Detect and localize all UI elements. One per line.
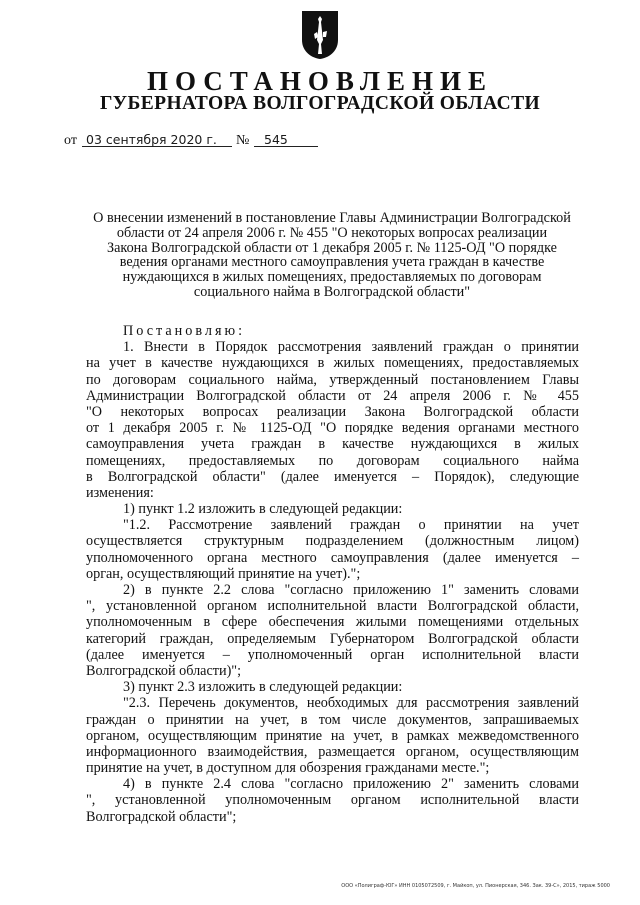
subject-line: О внесении изменений в постановление Главы Администрации Волгоградской: [93, 210, 571, 226]
body-line: помещениях, предоставляемых по договорам социального найма: [86, 452, 579, 469]
body-line: 1. Внести в Порядок рассмотрения заявлений граждан о принятии: [123, 339, 579, 356]
body-line: изменения:: [86, 484, 154, 501]
coat-of-arms-icon: [301, 10, 339, 60]
date-number-row: [0, 130, 640, 150]
body-line: орган, осуществляющий принятие на учет).";: [86, 565, 361, 582]
body-line: 3) пункт 2.3 изложить в следующей редакции:: [123, 679, 403, 696]
body-line: от 1 декабря 2005 г. № 1125-ОД "О порядке ведения органами местного: [86, 420, 579, 437]
subject-line: социального найма в Волгоградской области": [193, 283, 471, 300]
issuing-authority: ГУБЕРНАТОРА ВОЛГОГРАДСКОЙ ОБЛАСТИ: [99, 93, 541, 114]
body-line: органом, осуществляющим принятие на учет, в рамках межведомственного: [86, 727, 579, 744]
body-line: 1) пункт 1.2 изложить в следующей редакции:: [123, 501, 403, 518]
body-line: Администрации Волгоградской области от 24 апреля 2006 г. № 455: [86, 387, 579, 404]
body-line: 4) в пункте 2.4 слова "согласно приложению 2" заменить словами: [123, 776, 579, 793]
body-line: "1.2. Рассмотрение заявлений граждан о принятии на учет: [123, 517, 579, 534]
body-line: (далее именуется – уполномоченный орган исполнительной власти: [86, 646, 579, 663]
document-title: ПОСТАНОВЛЕНИЕ: [146, 66, 494, 96]
body-line: осуществляется структурным подразделением (должностным лицом): [86, 533, 579, 550]
body-line: "2.3. Перечень документов, необходимых для рассмотрения заявлений: [123, 695, 579, 712]
body-line: категорий граждан, определяемым Губернатором Волгоградской области: [86, 630, 579, 647]
body-line: на учет в качестве нуждающихся в жилых помещениях, предоставляемых: [86, 355, 579, 372]
resolution-word: Постановляю:: [123, 323, 246, 339]
body-line: ", установленной уполномоченным органом исполнительной власти: [86, 792, 579, 809]
body-line: по договорам социального найма, утвержденный постановлением Главы: [86, 371, 579, 388]
body-line: Волгоградской области";: [86, 808, 237, 825]
body-line: уполномоченного органа местного самоуправления (далее именуется –: [86, 549, 579, 566]
date-label: от: [64, 133, 77, 148]
body-line: информационного взаимодействия, размещается органом, осуществляющим: [86, 743, 579, 760]
date-value: 03 сентября 2020 г.: [86, 132, 217, 147]
body-line: ", установленной органом исполнительной власти Волгоградской области,: [86, 598, 579, 615]
document-subject: [86, 211, 578, 300]
body-line: "О некоторых вопросах реализации Закона Волгоградской области: [86, 403, 579, 420]
body-line: самоуправления учета граждан в качестве нуждающихся в жилых: [86, 436, 579, 453]
body-line: граждан о принятии на учет, в том числе документов, запрашиваемых: [86, 711, 579, 728]
document-body: [86, 323, 579, 825]
body-line: Волгоградской области)";: [86, 662, 242, 679]
body-line: принятие на учет, в доступном для обозрения гражданами месте.";: [86, 760, 490, 777]
body-line: 2) в пункте 2.2 слова "согласно приложению 1" заменить словами: [123, 582, 579, 598]
number-value: 545: [264, 132, 288, 147]
subject-line: ведения органами местного самоуправления учета граждан в качестве: [119, 254, 545, 271]
body-line: в Волгоградской области" (далее именуется – Порядок), следующие: [86, 468, 579, 485]
number-label: №: [236, 133, 250, 148]
subject-line: нуждающихся в жилых помещениях, предоставляемых по договорам: [122, 269, 542, 286]
printer-imprint: ООО «Полиграф-ЮГ» ИНН 0105072509, г. Майкоп, ул. Пионерская, 346. Зак. 39-С», 2015, тираж 5000: [341, 883, 610, 889]
subject-line: Закона Волгоградской области от 1 декабря 2005 г. № 1125-ОД "О порядке: [107, 239, 557, 256]
subject-line: области от 24 апреля 2006 г. № 455 "О некоторых вопросах реализации: [116, 224, 548, 241]
body-line: уполномоченным в сфере обеспечения жилыми помещениями отдельных: [86, 614, 579, 631]
